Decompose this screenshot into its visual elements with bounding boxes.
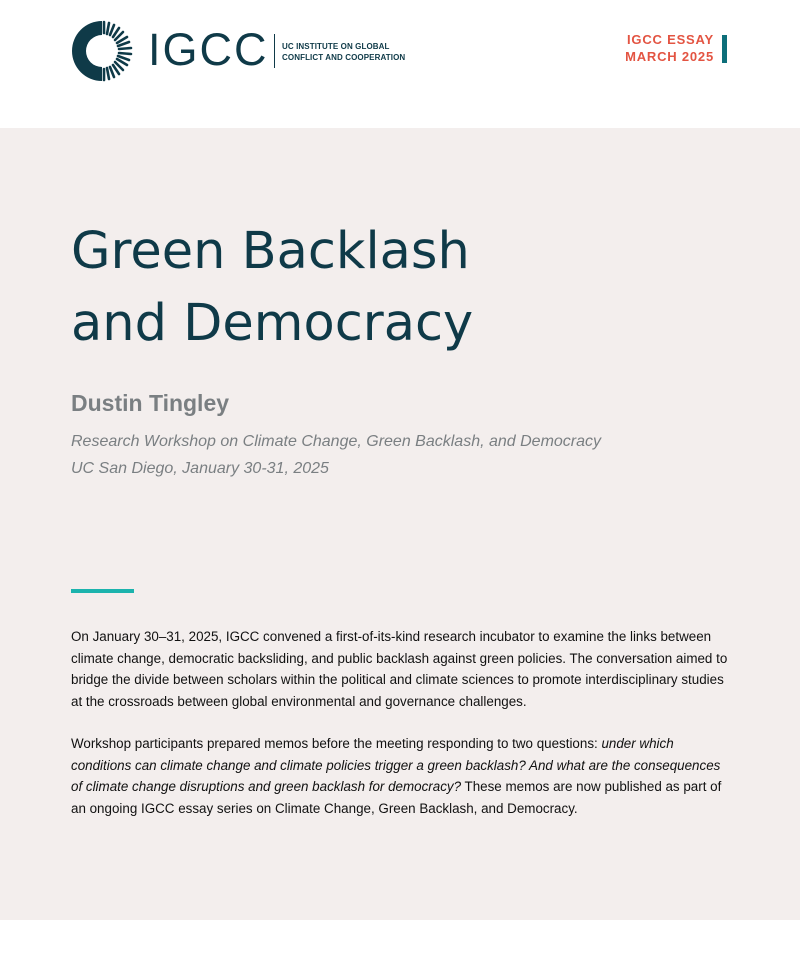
essay-date: MARCH 2025 bbox=[625, 49, 714, 64]
title-line2: and Democracy bbox=[71, 294, 474, 353]
page-title bbox=[71, 216, 473, 360]
paragraph2-end: These memos are now published as part of an ongoing IGCC essay series on Climate Change, Green Backlash, and Democracy. bbox=[71, 779, 722, 816]
organization-name bbox=[282, 41, 405, 63]
paragraph2-start: Workshop participants prepared memos before the meeting responding to two questions: bbox=[71, 736, 602, 751]
igcc-logo-icon bbox=[68, 17, 136, 85]
accent-divider bbox=[71, 589, 134, 593]
logo-divider bbox=[274, 34, 275, 68]
organization-name-line2: CONFLICT AND COOPERATION bbox=[282, 53, 406, 62]
logo-wordmark: IGCC bbox=[148, 24, 269, 75]
research-questions: under which conditions can climate change and climate policies trigger a green backlash? And what are the consequences of climate change disruptions and green backlash for democracy? bbox=[71, 736, 721, 794]
intro-text bbox=[71, 626, 731, 840]
workshop-location-date: UC San Diego, January 30-31, 2025 bbox=[71, 460, 329, 477]
essay-label: IGCC ESSAY bbox=[627, 32, 714, 47]
organization-name-line1: UC INSTITUTE ON GLOBAL bbox=[282, 42, 390, 51]
essay-tag bbox=[625, 31, 714, 65]
page-header bbox=[0, 0, 800, 128]
workshop-info bbox=[71, 428, 601, 482]
workshop-title: Research Workshop on Climate Change, Green Backlash, and Democracy bbox=[71, 433, 602, 450]
intro-paragraph-2 bbox=[71, 733, 731, 819]
essay-accent-bar bbox=[722, 35, 727, 63]
intro-paragraph-1: On January 30–31, 2025, IGCC convened a first-of-its-kind research incubator to examine the links between climate change, democratic backsliding, and public backlash against green policies. The conversation aimed to bridge the divide between scholars within the political and climate sciences to promote interdisciplinary studies at the crossroads between global environmental and governance challenges. bbox=[71, 629, 728, 709]
title-line1: Green Backlash bbox=[71, 222, 470, 281]
author-name: Dustin Tingley bbox=[71, 390, 230, 416]
